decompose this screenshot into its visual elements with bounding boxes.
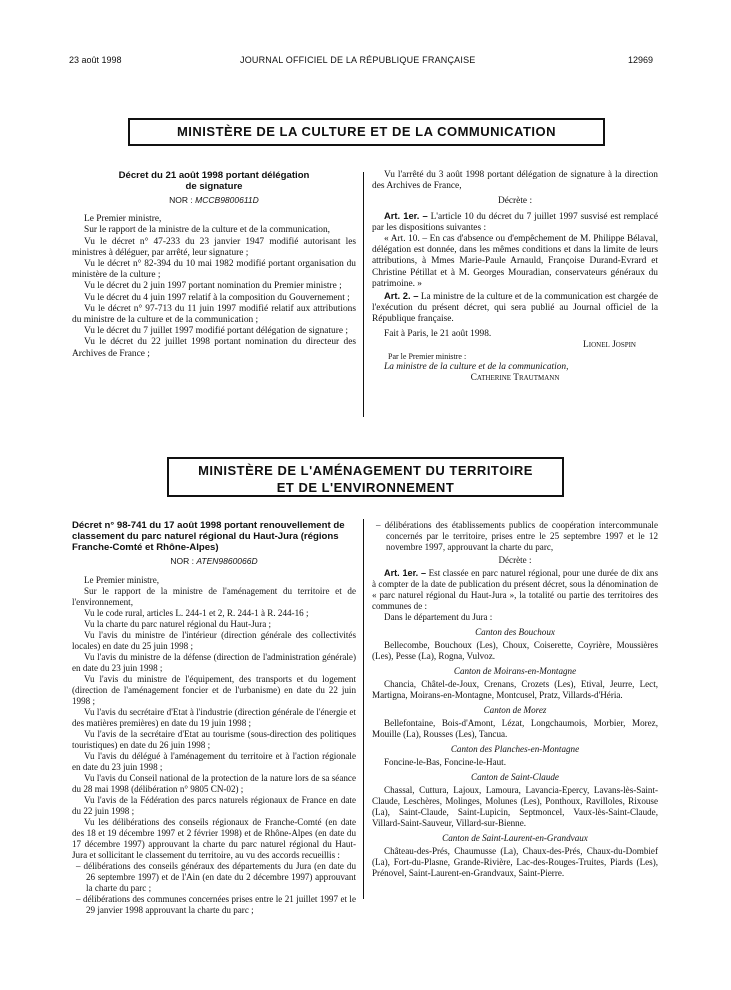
decree2-nor <box>72 556 356 567</box>
decree1-para: Vu le décret du 4 juin 1997 relatif à la composition du Gouvernement ; <box>84 292 350 303</box>
decree1-signer-minister: Catherine Trautmann <box>470 373 560 384</box>
canton-name: Canton de Moirans-en-Montagne <box>453 666 577 676</box>
art1-text: L'article 10 du décret du 7 juillet 1997 susvisé est remplacé par les dispositions suivantes : <box>372 211 658 233</box>
decree2-decrete: Décrète : <box>498 555 532 565</box>
decree1-fait: Fait à Paris, le 21 août 1998. <box>384 328 492 339</box>
decree2-para: Vu la charte du parc naturel régional du Haut-Jura ; <box>84 619 272 629</box>
decree1-decrete: Décrète : <box>497 196 533 207</box>
decree1-minister-title: La ministre de la culture et de la communication, <box>384 362 569 373</box>
art2-text: La ministre de la culture et de la communication est chargée de l'exécution du présent décret, qui sera publié au Journal officiel de la République française. <box>372 292 659 325</box>
canton-name: Canton de Saint-Claude <box>471 772 559 782</box>
decree2-left-column <box>72 520 356 916</box>
decree1-right-column <box>372 170 658 385</box>
decree2-para: Vu l'avis du ministre de la défense (direction de l'administration générale) en date du 23 juin 1998 ; <box>72 652 356 673</box>
canton-communes: Bellefontaine, Bois-d'Amont, Lézat, Longchaumois, Morbier, Morez, Mouille (La), Rousses (Les), Tancua. <box>372 718 658 739</box>
canton-name: Canton de Morez <box>483 705 547 715</box>
art1-label: Art. 1er. – <box>384 568 427 578</box>
decree2-department: Dans le département du Jura : <box>384 612 493 622</box>
canton-communes: Foncine-le-Bas, Foncine-le-Haut. <box>384 757 506 767</box>
nor-code: ATEN9860066D <box>196 556 258 566</box>
canton-communes: Château-des-Prés, Chaumusse (La), Chaux-des-Prés, Chaux-du-Dombief (La), Fort-du-Plasne, Grande-Rivière, Lac-des-Rouges-Truites, Piards (Les), Prénovel, Saint-Laurent-en-Grandvaux, Saint-Pierre. <box>372 846 658 878</box>
ministry-environment-heading <box>167 457 564 497</box>
decree1-nor <box>72 195 356 206</box>
art1-text: Est classée en parc naturel régional, pour une durée de dix ans à compter de la date de publication du présent décret, sous la dénomination de « parc naturel régional du Haut-Jura », la totalité ou partie des territoires des communes de : <box>372 568 658 611</box>
nor-code: MCCB9800611D <box>195 195 259 205</box>
decree1-art1 <box>372 210 658 234</box>
decree2-para: Vu l'avis de la secrétaire d'Etat au tourisme (sous-direction des politiques touristiques) en date du 26 juin 1998 ; <box>72 729 356 750</box>
decree1-para: Vu le décret du 7 juillet 1997 modifié portant délégation de signature ; <box>84 326 348 337</box>
decree2-para: Vu l'avis du Conseil national de la protection de la nature lors de sa séance du 28 mai 1998 (délibération n° 9805 CN-02) ; <box>72 773 356 794</box>
decree2-para: Vu l'avis du ministre de l'intérieur (direction générale des collectivités locales) en date du 25 juin 1998 ; <box>72 630 356 651</box>
column-divider <box>363 172 364 417</box>
canton-name: Canton de Saint-Laurent-en-Grandvaux <box>442 833 588 843</box>
decree2-dash-item: – délibérations des communes concernées prises entre le 21 juillet 1997 et le 29 janvier 1998 approuvant la charte du parc ; <box>76 894 356 915</box>
decree2-right-column <box>372 520 658 879</box>
art2-label: Art. 2. – <box>384 290 419 302</box>
decree2-para: Vu l'avis du délégué à l'aménagement du territoire et à l'action régionale en date du 23 juin 1998 ; <box>72 751 356 772</box>
decree1-para: Sur le rapport de la ministre de la culture et de la communication, <box>84 225 331 236</box>
decree1-para: Vu le décret du 2 juin 1997 portant nomination du Premier ministre ; <box>84 281 342 292</box>
ministry2-line1: MINISTÈRE DE L'AMÉNAGEMENT DU TERRITOIRE <box>198 463 533 478</box>
decree2-para: Vu l'avis de la Fédération des parcs naturels régionaux de France en date du 22 juin 1998 ; <box>72 795 356 816</box>
decree1-left-column <box>72 170 356 360</box>
ministry-culture-heading: MINISTÈRE DE LA CULTURE ET DE LA COMMUNICATION <box>128 118 605 146</box>
header-page-number: 12969 <box>628 55 654 65</box>
decree2-para: Vu les délibérations des conseils régionaux de Franche-Comté (en date des 18 et 19 décembre 1997 et 2 février 1998) et de Rhône-Alpes (en date du 17 décembre 1997) approuvant la charte du parc naturel régional du Haut-Jura et sollicitant le classement du territoire, au vu des accords recueillis : <box>72 817 356 860</box>
decree1-art2 <box>372 290 658 326</box>
nor-label: NOR : <box>169 195 193 205</box>
decree2-dash-item: – délibérations des conseils généraux des départements du Jura (en date du 26 septembre 1997) et de l'Ain (en date du 2 décembre 1997) approuvant la charte du parc ; <box>76 861 356 893</box>
decree1-para: Le Premier ministre, <box>84 214 162 225</box>
canton-communes: Chassal, Cuttura, Lajoux, Lamoura, Lavancia-Epercy, Lavans-lès-Saint-Claude, Leschères, Molinges, Molunes (Les), Ponthoux, Ravilloles, Rixouse (La), Saint-Claude, Saint-Lupicin, Septmoncel, Vaux-lès-Saint-Claude, Villard-Saint-Sauveur, Villard-sur-Bienne. <box>372 785 658 828</box>
decree2-para: Le Premier ministre, <box>84 575 160 585</box>
decree2-title: Décret n° 98-741 du 17 août 1998 portant renouvellement de classement du parc naturel régional du Haut-Jura (régions Franche-Comté et Rhône-Alpes) <box>72 520 345 553</box>
decree2-para: Vu l'avis du secrétaire d'Etat à l'industrie (direction générale de l'énergie et des matières premières) en date du 19 juin 1998 ; <box>72 707 356 728</box>
decree1-art10: « Art. 10. – En cas d'absence ou d'empêchement de M. Philippe Bélaval, délégation est donnée, dans les mêmes conditions et dans la limite de leurs attributions, à Mmes Marie-Paule Arnauld, Françoise Durand-Evrard et Christine Pétillat et à M. Georges Mouradian, conservateurs généraux du patrimoine. » <box>372 234 658 289</box>
decree2-para: Vu l'avis du ministre de l'équipement, des transports et du logement (direction de l'aménagement foncier et de l'urbanisme) en date du 22 juin 1998 ; <box>72 674 356 706</box>
decree2-art1 <box>372 568 658 612</box>
header-journal-title: JOURNAL OFFICIEL DE LA RÉPUBLIQUE FRANÇAISE <box>240 55 476 65</box>
decree2-para: Vu le code rural, articles L. 244-1 et 2, R. 244-1 à R. 244-16 ; <box>84 608 309 618</box>
decree1-para: Vu le décret n° 82-394 du 10 mai 1982 modifié portant organisation du ministère de la culture ; <box>72 259 356 281</box>
canton-name: Canton des Planches-en-Montagne <box>450 744 580 754</box>
canton-communes: Bellecombe, Bouchoux (Les), Choux, Coiserette, Coyrière, Moussières (Les), Pesse (La), Rogna, Vulvoz. <box>372 640 658 661</box>
decree1-par: Par le Premier ministre : <box>388 352 467 362</box>
decree1-para: Vu le décret du 22 juillet 1998 portant nomination du directeur des Archives de France ; <box>72 337 356 359</box>
nor-label: NOR : <box>170 556 194 566</box>
header-date: 23 août 1998 <box>69 55 122 65</box>
decree1-para: Vu le décret n° 47-233 du 23 janvier 1947 modifié autorisant les ministres à déléguer, par arrêté, leur signature ; <box>72 236 356 258</box>
art1-label: Art. 1er. – <box>384 209 428 221</box>
decree2-para: Sur le rapport de la ministre de l'aménagement du territoire et de l'environnement, <box>72 586 356 607</box>
decree1-signer-pm: Lionel Jospin <box>583 339 636 350</box>
decree1-para: Vu le décret n° 97-713 du 11 juin 1997 modifié relatif aux attributions du ministre de la culture et de la communication ; <box>72 303 356 326</box>
canton-name: Canton des Bouchoux <box>475 627 555 637</box>
canton-communes: Chancia, Châtel-de-Joux, Crenans, Crozets (Les), Etival, Jeurre, Lect, Martigna, Moirans-en-Montagne, Montcusel, Pratz, Villards-d'Héria. <box>372 679 658 700</box>
column-divider <box>363 519 364 899</box>
decree1-title: Décret du 21 août 1998 portant délégation de signature <box>118 170 310 192</box>
ministry2-line2: ET DE L'ENVIRONNEMENT <box>276 480 455 495</box>
decree2-dash-item: – délibérations des établissements publics de coopération intercommunale concernés par le territoire, prises entre le 25 septembre 1997 et le 12 novembre 1997, approuvant la charte du parc, <box>376 520 658 552</box>
decree1-right-intro: Vu l'arrêté du 3 août 1998 portant délégation de signature à la direction des Archives de France, <box>372 170 658 192</box>
